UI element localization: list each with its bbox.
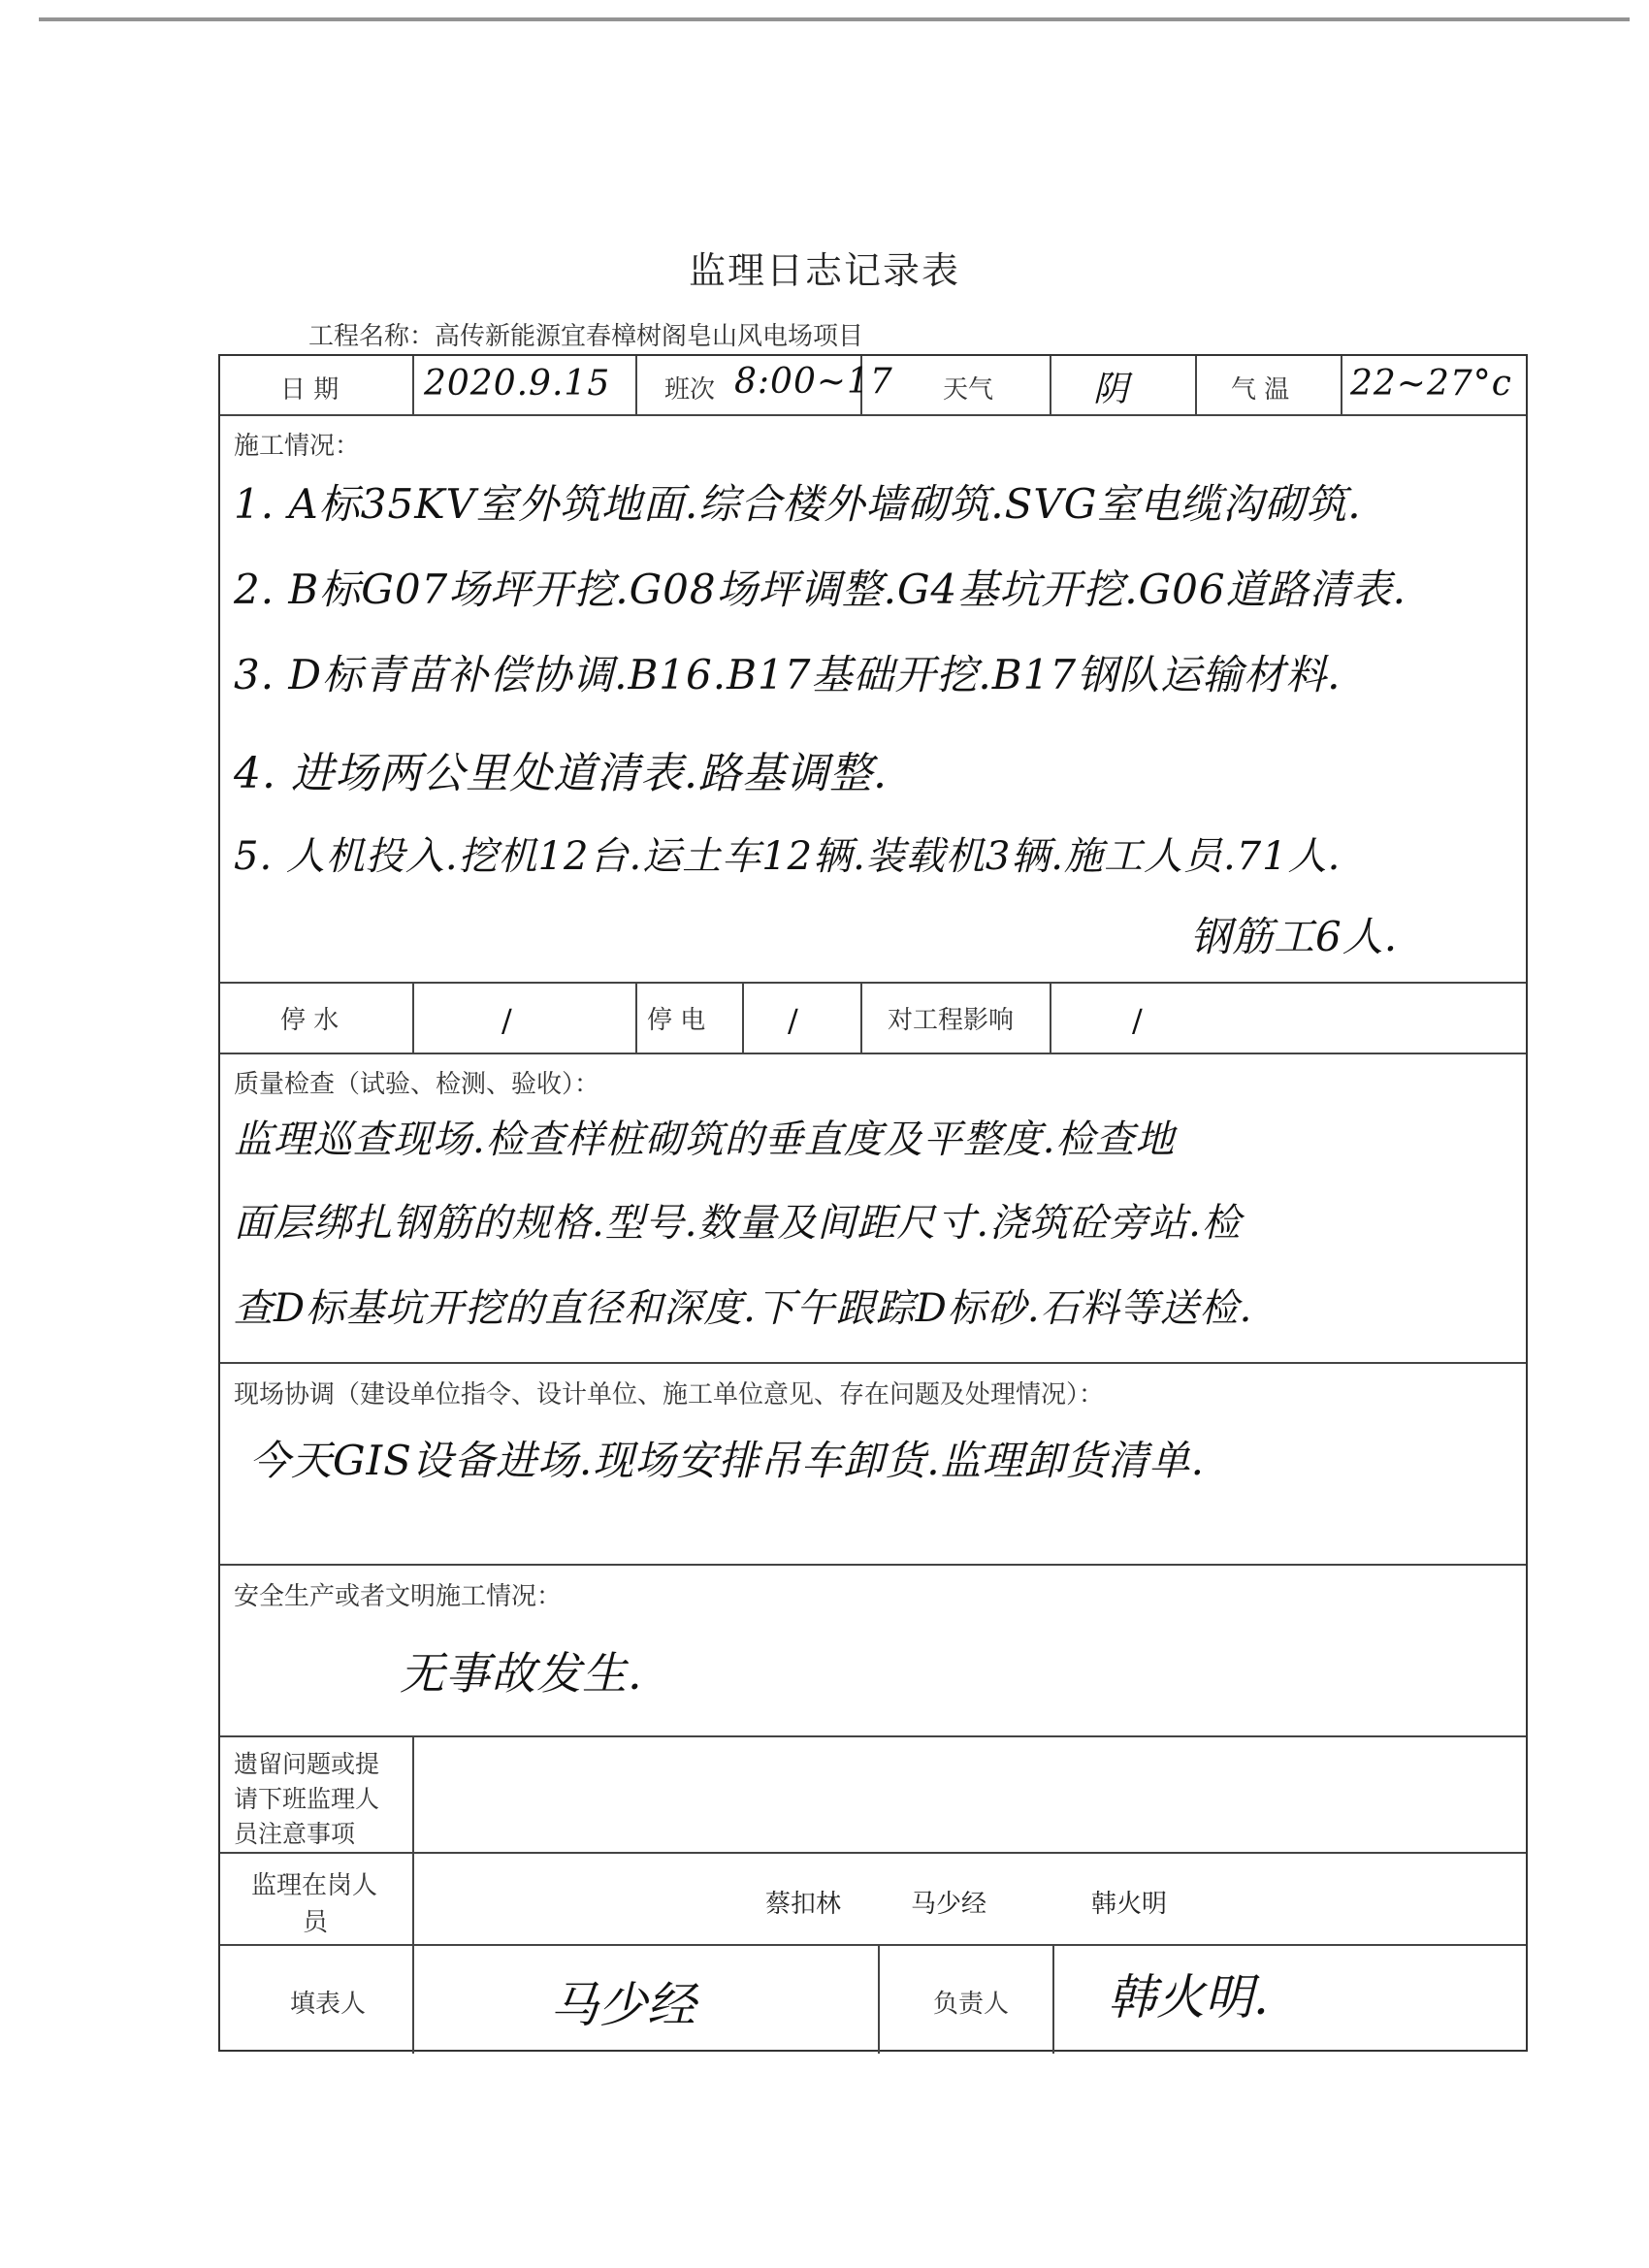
rule (220, 1852, 1526, 1854)
remaining-label-3: 员注意事项 (234, 1820, 356, 1848)
project-line (308, 316, 863, 352)
on-duty-label-2: 员 (303, 1908, 329, 1937)
coordination-line-1: 今天GIS设备进场.现场安排吊车卸货.监理卸货清单. (249, 1437, 1205, 1484)
impact-label: 对工程影响 (888, 1006, 1015, 1035)
on-duty-name-2: 马少经 (911, 1890, 987, 1919)
construction-line-2: 2. B标G07场坪开挖.G08场坪调整.G4基坑开挖.G06道路清表. (234, 566, 1406, 613)
scan-edge (39, 17, 1630, 21)
quality-line-3: 查D标基坑开挖的直径和深度.下午跟踪D标砂.石料等送检. (234, 1286, 1253, 1331)
form-title: 监理日志记录表 (688, 249, 960, 292)
water-value: / (501, 1002, 512, 1039)
construction-line-6: 钢筋工6人. (1190, 913, 1399, 960)
power-value: / (788, 1002, 798, 1039)
rule (220, 1944, 1526, 1946)
rule (220, 1362, 1526, 1364)
water-label: 停 水 (280, 1006, 340, 1035)
shift-label: 班次 (664, 375, 716, 405)
safety-label: 安全生产或者文明施工情况： (234, 1582, 563, 1611)
temp-value: 22~27°c (1350, 364, 1512, 404)
on-duty-name-1: 蔡扣林 (765, 1890, 842, 1919)
impact-value: / (1132, 1002, 1143, 1039)
owner-signature: 韩火明. (1108, 1969, 1269, 2025)
date-value: 2020.9.15 (424, 364, 611, 404)
project-name: 高传新能源宜春樟树阁皂山风电场项目 (435, 322, 864, 351)
shift-value: 8:00~17 (734, 362, 893, 402)
construction-line-4: 4. 进场两公里处道清表.路基调整. (234, 749, 888, 798)
power-label: 停 电 (647, 1006, 706, 1035)
rule (220, 1053, 1526, 1054)
quality-label: 质量检查（试验、检测、验收）： (234, 1070, 600, 1099)
rule (220, 982, 1526, 984)
remaining-label-1: 遗留问题或提 (234, 1750, 380, 1778)
weather-value: 阴 (1093, 370, 1130, 409)
filler-label: 填表人 (290, 1990, 367, 2019)
weather-label: 天气 (943, 375, 994, 405)
coordination-label: 现场协调（建设单位指令、设计单位、施工单位意见、存在问题及处理情况）： (234, 1380, 1105, 1409)
log-form (218, 354, 1528, 2052)
owner-label: 负责人 (933, 1990, 1010, 2019)
rule (220, 1564, 1526, 1566)
construction-line-5: 5. 人机投入.挖机12台.运土车12辆.装载机3辆.施工人员.71人. (234, 834, 1342, 879)
quality-line-2: 面层绑扎钢筋的规格.型号.数量及间距尺寸.浇筑砼旁站.检 (234, 1201, 1242, 1246)
rule (220, 1735, 1526, 1737)
remaining-label-2: 请下班监理人 (234, 1785, 380, 1813)
quality-line-1: 监理巡查现场.检查样桩砌筑的垂直度及平整度.检查地 (234, 1118, 1176, 1162)
construction-label: 施工情况： (234, 432, 361, 461)
filler-signature: 马少经 (550, 1977, 695, 2033)
temp-label: 气 温 (1231, 375, 1290, 405)
on-duty-label-1: 监理在岗人 (251, 1871, 378, 1900)
construction-line-1: 1. A标35KV室外筑地面.综合楼外墙砌筑.SVG室电缆沟砌筑. (234, 480, 1362, 528)
construction-line-3: 3. D标青苗补偿协调.B16.B17基础开挖.B17钢队运输材料. (234, 651, 1342, 698)
on-duty-name-3: 韩火明 (1091, 1890, 1168, 1919)
rule (220, 414, 1526, 416)
project-label: 工程名称： (308, 322, 436, 351)
safety-text: 无事故发生. (400, 1647, 643, 1700)
date-label: 日 期 (280, 375, 340, 405)
